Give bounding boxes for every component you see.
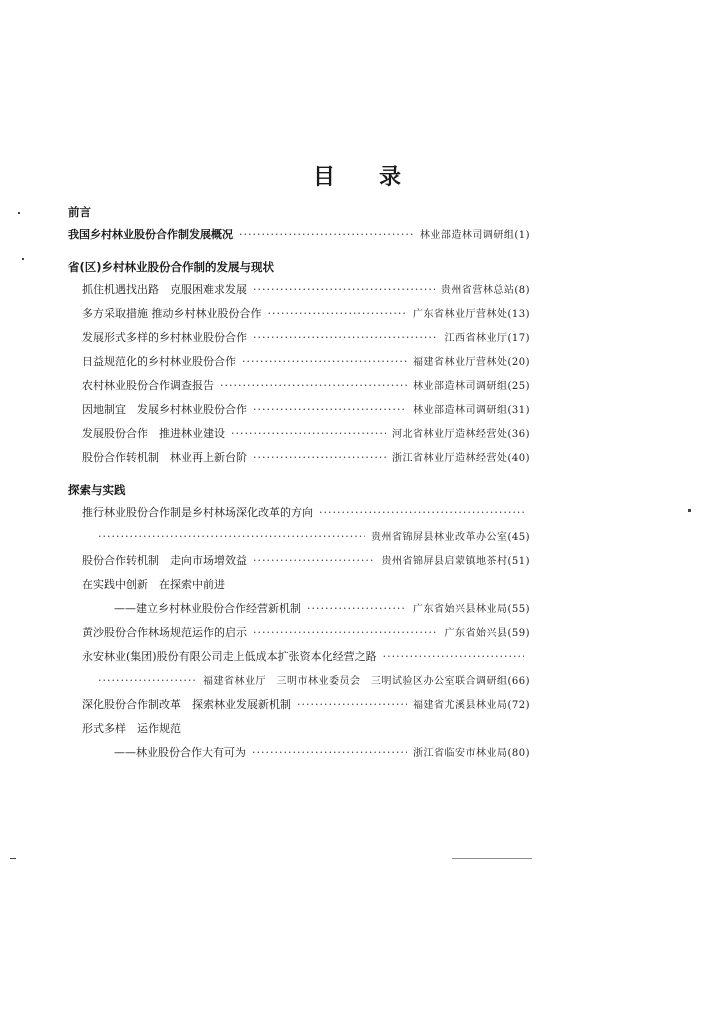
toc-entry-title: 深化股份合作制改革 探索林业发展新机制 [82,698,291,711]
toc-entry[interactable] [68,741,530,765]
toc-entry-source: 浙江省临安市林业局(80) [412,748,530,759]
toc-entry[interactable] [68,223,530,247]
section-heading: 探索与实践 [68,483,126,497]
toc-entry[interactable] [68,621,530,645]
toc-entry-source: 浙江省林业厅造林经营处(40) [391,453,530,464]
toc-entry[interactable] [68,501,530,525]
dot-leader [253,549,375,573]
dot-leader [253,446,386,470]
section-heading: 前言 [68,205,91,219]
toc-entry-title: ——林业股份合作大有可为 [114,746,246,759]
toc-entry-source: 林业部造林司调研组(31) [412,405,530,416]
toc-entry-source: 江西省林业厅(17) [444,333,530,344]
toc-entry[interactable] [68,398,530,422]
toc-entry[interactable] [68,693,530,717]
title-char-1: 目 [312,165,335,190]
table-of-contents [68,202,530,765]
toc-entry-source: 贵州省锦屏县林业改革办公室(45) [370,532,530,543]
toc-entry[interactable] [68,326,530,350]
scan-mark [22,258,24,260]
toc-entry[interactable] [68,597,530,621]
toc-entry-title: 推行林业股份合作制是乡村林场深化改革的方向 [82,506,313,519]
toc-entry-source: 林业部造林司调研组(1) [419,230,530,241]
dot-leader [319,501,524,525]
toc-entry-source: 福建省林业厅营林处(20) [412,357,530,368]
toc-entry-source: 福建省林业厅 三明市林业委员会 三明试验区办公室联合调研组(66) [202,676,530,687]
toc-entry[interactable] [68,717,530,741]
page-title [0,160,714,191]
toc-entry-title: 黄沙股份合作林场规范运作的启示 [82,626,247,639]
toc-entry-source: 广东省林业厅营林处(13) [412,309,530,320]
dot-leader [253,398,407,422]
toc-entry-title: 股份合作转机制 林业再上新台阶 [82,451,247,464]
dot-leader [231,422,386,446]
toc-entry-title: 形式多样 运作规范 [82,722,181,735]
dot-leader [239,223,414,247]
dot-leader [220,374,407,398]
toc-entry-source: 贵州省锦屏县启蒙镇地茶村(51) [381,556,530,567]
toc-entry[interactable] [68,525,530,549]
toc-entry-title: 发展形式多样的乡村林业股份合作 [82,331,247,344]
toc-entry[interactable] [68,645,530,669]
toc-entry[interactable] [68,446,530,470]
scan-mark [688,509,691,512]
toc-entry-source: 林业部造林司调研组(25) [412,381,530,392]
dot-leader [242,350,407,374]
scan-mark [18,212,20,214]
dot-leader [98,525,365,549]
toc-entry-source: 福建省尤溪县林业局(72) [412,700,530,711]
section-heading: 省(区)乡村林业股份合作制的发展与现状 [68,260,275,274]
toc-entry-title: 日益规范化的乡村林业股份合作 [82,355,236,368]
scan-mark [10,858,16,859]
dot-leader [253,621,438,645]
toc-entry-title: ——建立乡村林业股份合作经营新机制 [114,602,301,615]
toc-entry-source: 广东省始兴县林业局(55) [412,604,530,615]
toc-entry[interactable] [68,669,530,693]
dot-leader [252,741,407,765]
dot-leader [98,669,197,693]
toc-entry[interactable] [68,573,530,597]
toc-entry-title: 多方采取措施 推动乡村林业股份合作 [82,307,262,320]
toc-entry[interactable] [68,422,530,446]
toc-entry-title: 农村林业股份合作调查报告 [82,379,214,392]
toc-entry-title: 股份合作转机制 走向市场增效益 [82,554,247,567]
dot-leader [253,278,435,302]
toc-entry-source: 广东省始兴县(59) [444,628,530,639]
toc-entry-title: 在实践中创新 在探索中前进 [82,578,225,591]
toc-entry-source: 河北省林业厅造林经营处(36) [391,429,530,440]
dot-leader [268,302,407,326]
toc-entry-title: 永安林业(集团)股份有限公司走上低成本扩张资本化经营之路 [82,650,377,663]
toc-entry[interactable] [68,350,530,374]
toc-entry-title: 因地制宜 发展乡村林业股份合作 [82,403,247,416]
toc-entry[interactable] [68,302,530,326]
dot-leader [253,326,438,350]
toc-entry-title: 抓住机遇找出路 克服困难求发展 [82,283,247,296]
toc-entry-title: 我国乡村林业股份合作制发展概况 [68,228,233,241]
toc-entry-source: 贵州省营林总站(8) [440,285,530,296]
toc-entry[interactable] [68,278,530,302]
dot-leader [383,645,524,669]
toc-entry[interactable] [68,374,530,398]
scan-mark [452,858,532,859]
dot-leader [307,597,407,621]
toc-entry[interactable] [68,549,530,573]
title-char-2: 录 [379,165,402,190]
toc-entry-title: 发展股份合作 推进林业建设 [82,427,225,440]
dot-leader [297,693,407,717]
